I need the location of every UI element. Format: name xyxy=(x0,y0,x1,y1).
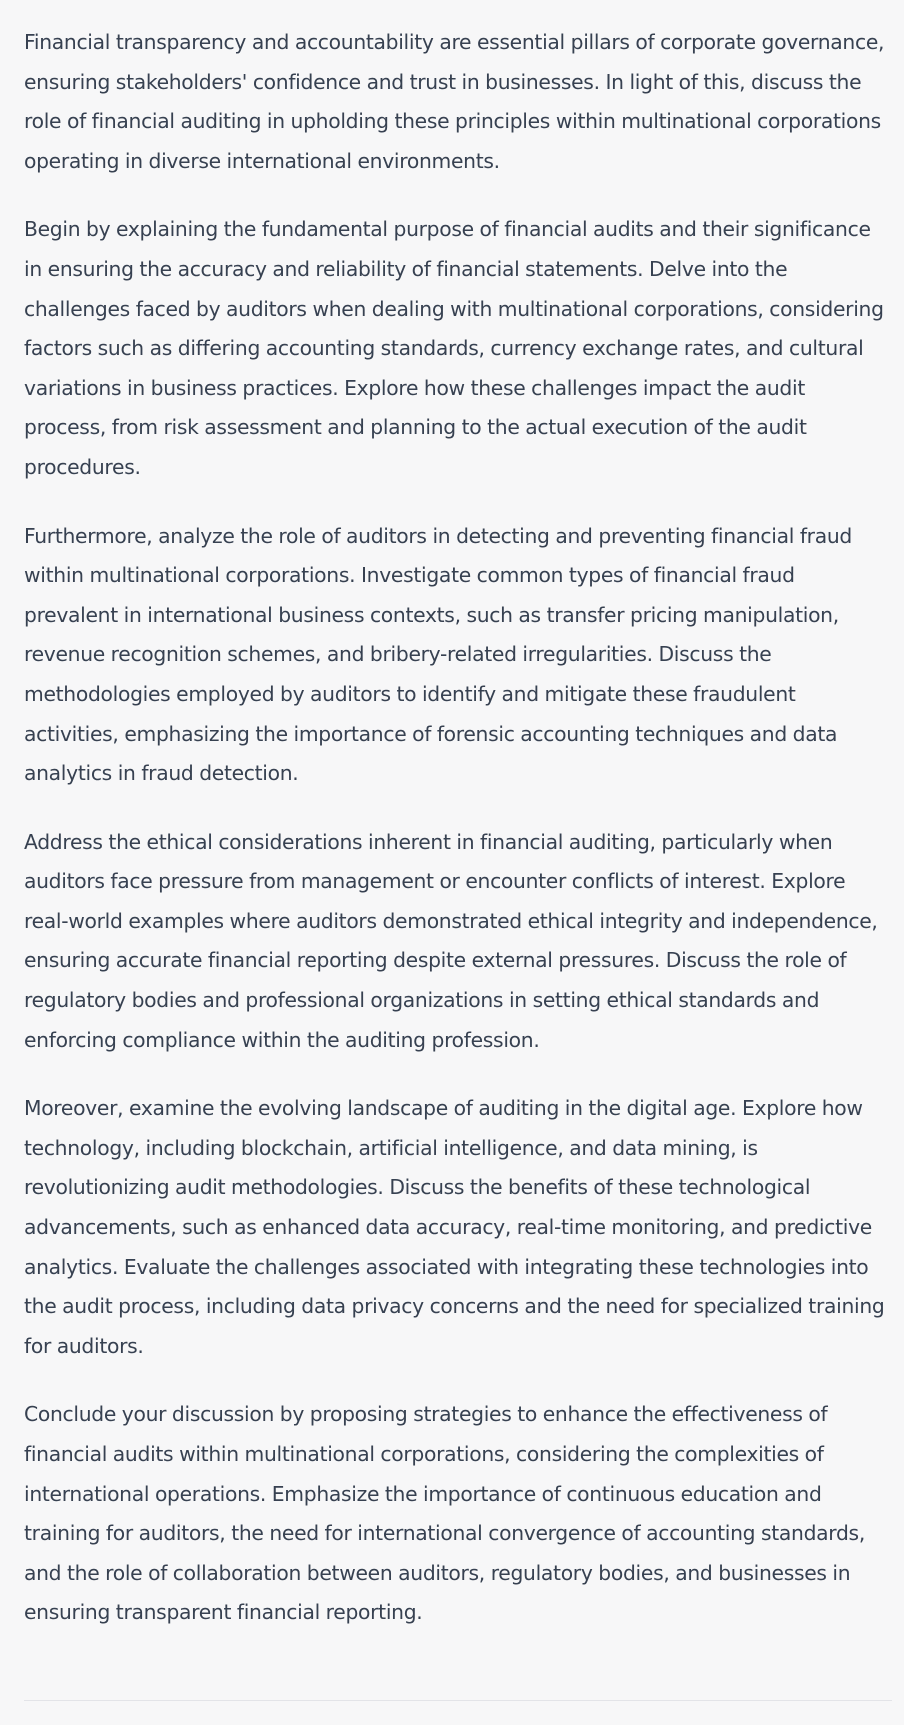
message-paragraph: Conclude your discussion by proposing strategies to enhance the effectiveness of financial audits within multinational corporations, considering the complexities of international operations. Emphasize the importance of continuous education and training for auditors, the need for international convergence of accounting standards, and the role of collaboration between auditors, regulatory bodies, and businesses in ensuring transparent financial reporting. xyxy=(24,1402,865,1625)
message-paragraph: Financial transparency and accountability are essential pillars of corporate governance, ensuring stakeholders' confidence and trust in businesses. In light of this, discuss the role of financial auditing in upholding these principles within multinational corporations operating in diverse international environments. xyxy=(24,30,885,173)
message-paragraph: Begin by explaining the fundamental purpose of financial audits and their significance in ensuring the accuracy and reliability of financial statements. Delve into the challenges faced by auditors when dealing with multinational corporations, considering factors such as differing accounting standards, currency exchange rates, and cultural variations in business practices. Explore how these challenges impact the audit process, from risk assessment and planning to the actual execution of the audit procedures. xyxy=(24,217,884,479)
message-body xyxy=(24,23,890,1633)
message-divider xyxy=(24,1700,892,1701)
message-paragraph: Moreover, examine the evolving landscape of auditing in the digital age. Explore how technology, including blockchain, artificial intelligence, and data mining, is revolutionizing audit methodologies. Discuss the benefits of these technological advancements, such as enhanced data accuracy, real-time monitoring, and predictive analytics. Evaluate the challenges associated with integrating these technologies into the audit process, including data privacy concerns and the need for specialized training for auditors. xyxy=(24,1096,885,1358)
message-paragraph: Furthermore, analyze the role of auditors in detecting and preventing financial fraud within multinational corporations. Investigate common types of financial fraud prevalent in international business contexts, such as transfer pricing manipulation, revenue recognition schemes, and bribery-related irregularities. Discuss the methodologies employed by auditors to identify and mitigate these fraudulent activities, emphasizing the importance of forensic accounting techniques and data analytics in fraud detection. xyxy=(24,523,852,786)
message-paragraph: Address the ethical considerations inherent in financial auditing, particularly when auditors face pressure from management or encounter conflicts of interest. Explore real-world examples where auditors demonstrated ethical integrity and independence, ensuring accurate financial reporting despite external pressures. Discuss the role of regulatory bodies and professional organizations in setting ethical standards and enforcing compliance within the auditing profession. xyxy=(24,829,878,1052)
